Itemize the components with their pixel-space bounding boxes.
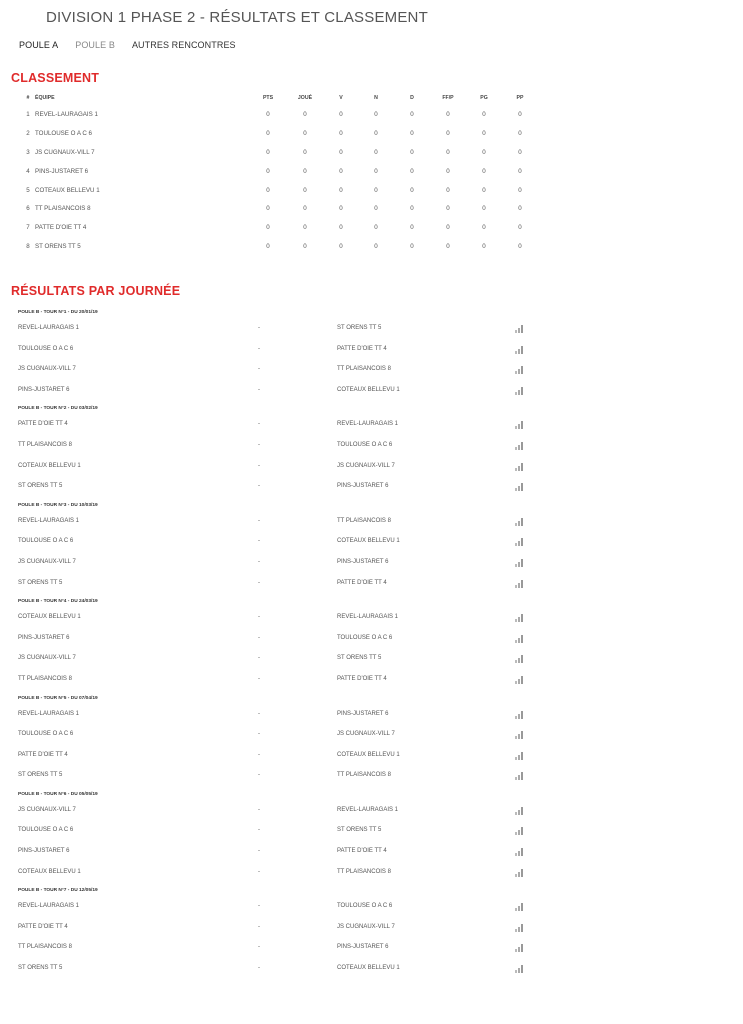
match-row	[0, 382, 743, 403]
home-team-link[interactable]: TT PLAISANCOIS 8	[18, 944, 72, 951]
match-row	[0, 478, 743, 499]
stat-value: 0	[482, 205, 486, 213]
away-team-link[interactable]: COTEAUX BELLEVU 1	[337, 965, 400, 972]
rank-number: 1	[26, 111, 30, 118]
home-team-link[interactable]: TT PLAISANCOIS 8	[18, 441, 72, 448]
home-team-link[interactable]: PINS-JUSTARET 6	[18, 386, 70, 393]
resultats-title: RÉSULTATS PAR JOURNÉE	[11, 284, 181, 298]
match-score: -	[258, 848, 260, 855]
match-score: -	[258, 923, 260, 930]
ranking-table	[0, 94, 743, 259]
bar-chart-icon[interactable]	[515, 771, 524, 780]
round-header-text: POULE B - TOUR N°7 - DU 12/05/19	[18, 888, 98, 894]
header-stat: PP	[516, 95, 524, 101]
home-team-link[interactable]: PATTE D'OIE TT 4	[18, 751, 68, 758]
header-rank: #	[26, 95, 30, 101]
match-score: -	[258, 386, 260, 393]
away-team-link[interactable]: TT PLAISANCOIS 8	[337, 772, 391, 779]
rank-number: 4	[26, 167, 30, 175]
ranking-row	[0, 146, 743, 165]
match-row	[0, 939, 743, 960]
away-team-link[interactable]: TOULOUSE O A C 6	[337, 634, 393, 641]
round-header-text: POULE B - TOUR N°3 - DU 10/03/19	[18, 502, 98, 508]
bar-chart-icon[interactable]	[515, 441, 524, 450]
stat-value: 0	[374, 186, 378, 194]
header-stat: JOUÉ	[297, 95, 313, 101]
bar-chart-icon[interactable]	[515, 324, 524, 333]
bar-chart-icon[interactable]	[515, 420, 524, 429]
stat-value: 0	[518, 224, 522, 232]
team-link[interactable]: ST ORENS TT 5	[35, 243, 81, 251]
stat-value: 0	[266, 167, 270, 175]
rank-number: 8	[26, 243, 30, 251]
home-team-link[interactable]: REVEL-LAURAGAIS 1	[18, 517, 80, 524]
ranking-row	[0, 108, 743, 127]
away-team-link[interactable]: ST ORENS TT 5	[337, 655, 382, 662]
bar-chart-icon[interactable]	[515, 537, 524, 546]
stat-value: 0	[266, 111, 270, 118]
ranking-row	[0, 221, 743, 240]
match-score: -	[258, 944, 260, 951]
stat-value: 0	[303, 186, 307, 194]
stat-value: 0	[518, 186, 522, 194]
round-header-text: POULE B - TOUR N°4 - DU 24/03/19	[18, 599, 98, 605]
bar-chart-icon[interactable]	[515, 654, 524, 663]
match-row	[0, 767, 743, 788]
stat-value: 0	[374, 243, 378, 251]
stat-value: 0	[374, 129, 378, 137]
home-team-link[interactable]: COTEAUX BELLEVU 1	[18, 868, 81, 875]
away-team-link[interactable]: REVEL-LAURAGAIS 1	[337, 421, 399, 428]
stat-value: 0	[303, 167, 307, 175]
round-header-text: POULE B - TOUR N°2 - DU 03/02/19	[18, 406, 98, 412]
stat-value: 0	[374, 167, 378, 175]
match-row	[0, 822, 743, 843]
match-score: -	[258, 579, 260, 586]
stat-value: 0	[482, 243, 486, 251]
match-row	[0, 843, 743, 864]
match-score: -	[258, 675, 260, 682]
match-score: -	[258, 772, 260, 779]
bar-chart-icon[interactable]	[515, 826, 524, 835]
match-score: -	[258, 710, 260, 717]
team-link[interactable]: PATTE D'OIE TT 4	[35, 224, 87, 232]
stat-value: 0	[266, 186, 270, 194]
stat-value: 0	[410, 129, 414, 137]
stat-value: 0	[410, 111, 414, 118]
match-row	[0, 341, 743, 362]
stat-value: 0	[446, 148, 450, 156]
page-title: DIVISION 1 PHASE 2 - RÉSULTATS ET CLASSEMENT	[46, 9, 428, 26]
bar-chart-icon[interactable]	[515, 923, 524, 932]
header-stat: V	[339, 95, 343, 101]
stat-value: 0	[303, 148, 307, 156]
match-row	[0, 416, 743, 437]
stat-value: 0	[446, 186, 450, 194]
rank-number: 5	[26, 186, 30, 194]
stat-value: 0	[339, 111, 343, 118]
match-score: -	[258, 731, 260, 738]
stat-value: 0	[410, 186, 414, 194]
stat-value: 0	[518, 111, 522, 118]
away-team-link[interactable]: PINS-JUSTARET 6	[337, 710, 389, 717]
match-score: -	[258, 655, 260, 662]
match-row	[0, 747, 743, 768]
ranking-row	[0, 184, 743, 203]
bar-chart-icon[interactable]	[515, 517, 524, 526]
rank-number: 2	[26, 129, 30, 137]
home-team-link[interactable]: PINS-JUSTARET 6	[18, 848, 70, 855]
round-header-text: POULE B - TOUR N°6 - DU 05/05/19	[18, 791, 98, 797]
stat-value: 0	[446, 129, 450, 137]
team-link[interactable]: TT PLAISANCOIS 8	[35, 205, 91, 213]
match-score: -	[258, 634, 260, 641]
bar-chart-icon[interactable]	[515, 365, 524, 374]
away-team-link[interactable]: TT PLAISANCOIS 8	[337, 868, 391, 875]
round-header	[0, 499, 743, 513]
stat-value: 0	[482, 111, 486, 118]
stat-value: 0	[266, 129, 270, 137]
stat-value: 0	[446, 111, 450, 118]
stat-value: 0	[303, 224, 307, 232]
stat-value: 0	[482, 129, 486, 137]
away-team-link[interactable]: JS CUGNAUX-VILL 7	[337, 462, 395, 469]
match-score: -	[258, 558, 260, 565]
team-link[interactable]: COTEAUX BELLEVU 1	[35, 186, 100, 194]
match-row	[0, 650, 743, 671]
round-header-text: POULE B - TOUR N°5 - DU 07/04/19	[18, 695, 98, 701]
away-team-link[interactable]: TT PLAISANCOIS 8	[337, 517, 391, 524]
home-team-link[interactable]: COTEAUX BELLEVU 1	[18, 462, 81, 469]
away-team-link[interactable]: PATTE D'OIE TT 4	[337, 675, 387, 682]
bar-chart-icon[interactable]	[515, 943, 524, 952]
stat-value: 0	[446, 205, 450, 213]
match-row	[0, 513, 743, 534]
home-team-link[interactable]: TOULOUSE O A C 6	[18, 538, 74, 545]
home-team-link[interactable]: JS CUGNAUX-VILL 7	[18, 558, 76, 565]
home-team-link[interactable]: JS CUGNAUX-VILL 7	[18, 806, 76, 813]
stat-value: 0	[410, 148, 414, 156]
match-row	[0, 533, 743, 554]
home-team-link[interactable]: COTEAUX BELLEVU 1	[18, 614, 81, 621]
away-team-link[interactable]: COTEAUX BELLEVU 1	[337, 386, 400, 393]
away-team-link[interactable]: JS CUGNAUX-VILL 7	[337, 923, 395, 930]
round-header	[0, 595, 743, 609]
home-team-link[interactable]: TOULOUSE O A C 6	[18, 345, 74, 352]
match-row	[0, 726, 743, 747]
ranking-row	[0, 165, 743, 184]
stat-value: 0	[482, 167, 486, 175]
stat-value: 0	[266, 148, 270, 156]
stat-value: 0	[446, 243, 450, 251]
away-team-link[interactable]: PATTE D'OIE TT 4	[337, 579, 387, 586]
header-team: ÉQUIPE	[35, 95, 55, 101]
match-score: -	[258, 538, 260, 545]
match-row	[0, 864, 743, 885]
bar-chart-icon[interactable]	[515, 558, 524, 567]
stat-value: 0	[410, 243, 414, 251]
ranking-row	[0, 127, 743, 146]
away-team-link[interactable]: PATTE D'OIE TT 4	[337, 848, 387, 855]
away-team-link[interactable]: REVEL-LAURAGAIS 1	[337, 806, 399, 813]
tab-autres-rencontres[interactable]: AUTRES RENCONTRES	[131, 40, 236, 50]
match-score: -	[258, 965, 260, 972]
match-row	[0, 437, 743, 458]
away-team-link[interactable]: ST ORENS TT 5	[337, 827, 382, 834]
match-row	[0, 960, 743, 981]
home-team-link[interactable]: ST ORENS TT 5	[18, 483, 63, 490]
home-team-link[interactable]: REVEL-LAURAGAIS 1	[18, 325, 80, 331]
match-row	[0, 706, 743, 727]
stat-value: 0	[266, 205, 270, 213]
stat-value: 0	[374, 224, 378, 232]
stat-value: 0	[518, 205, 522, 213]
match-score: -	[258, 325, 260, 331]
team-link[interactable]: TOULOUSE O A C 6	[35, 129, 92, 137]
match-score: -	[258, 868, 260, 875]
match-row	[0, 671, 743, 692]
bar-chart-icon[interactable]	[515, 964, 524, 973]
stat-value: 0	[374, 148, 378, 156]
match-row	[0, 554, 743, 575]
stat-value: 0	[303, 205, 307, 213]
home-team-link[interactable]: ST ORENS TT 5	[18, 965, 63, 972]
stat-value: 0	[339, 167, 343, 175]
away-team-link[interactable]: PINS-JUSTARET 6	[337, 558, 389, 565]
stat-value: 0	[339, 224, 343, 232]
stat-value: 0	[410, 167, 414, 175]
match-score: -	[258, 806, 260, 813]
match-score: -	[258, 441, 260, 448]
home-team-link[interactable]: REVEL-LAURAGAIS 1	[18, 710, 80, 717]
home-team-link[interactable]: REVEL-LAURAGAIS 1	[18, 903, 80, 910]
bar-chart-icon[interactable]	[515, 613, 524, 622]
match-row	[0, 361, 743, 382]
bar-chart-icon[interactable]	[515, 579, 524, 588]
home-team-link[interactable]: PATTE D'OIE TT 4	[18, 421, 68, 428]
header-stat: N	[374, 95, 378, 101]
bar-chart-icon[interactable]	[515, 386, 524, 395]
ranking-header-row	[0, 94, 743, 108]
home-team-link[interactable]: ST ORENS TT 5	[18, 772, 63, 779]
match-row	[0, 919, 743, 940]
away-team-link[interactable]: TOULOUSE O A C 6	[337, 903, 393, 910]
stat-value: 0	[339, 205, 343, 213]
tab-poule-a[interactable]: POULE A	[19, 40, 59, 50]
stat-value: 0	[374, 205, 378, 213]
away-team-link[interactable]: PATTE D'OIE TT 4	[337, 345, 387, 352]
stat-value: 0	[410, 205, 414, 213]
bar-chart-icon[interactable]	[515, 710, 524, 719]
rank-number: 7	[26, 224, 30, 232]
stat-value: 0	[339, 186, 343, 194]
away-team-link[interactable]: COTEAUX BELLEVU 1	[337, 538, 400, 545]
stat-value: 0	[339, 243, 343, 251]
bar-chart-icon[interactable]	[515, 751, 524, 760]
round-header	[0, 884, 743, 898]
home-team-link[interactable]: ST ORENS TT 5	[18, 579, 63, 586]
match-score: -	[258, 345, 260, 352]
match-row	[0, 630, 743, 651]
match-score: -	[258, 614, 260, 621]
bar-chart-icon[interactable]	[515, 902, 524, 911]
round-header	[0, 402, 743, 416]
match-score: -	[258, 483, 260, 490]
match-score: -	[258, 903, 260, 910]
match-row	[0, 575, 743, 596]
away-team-link[interactable]: COTEAUX BELLEVU 1	[337, 751, 400, 758]
stat-value: 0	[303, 111, 307, 118]
match-row	[0, 609, 743, 630]
match-score: -	[258, 517, 260, 524]
rank-number: 3	[26, 148, 30, 156]
stat-value: 0	[410, 224, 414, 232]
stat-value: 0	[446, 224, 450, 232]
team-link[interactable]: PINS-JUSTARET 6	[35, 167, 89, 175]
stat-value: 0	[446, 167, 450, 175]
header-stat: FF/P	[442, 95, 454, 101]
stat-value: 0	[303, 129, 307, 137]
ranking-row	[0, 240, 743, 259]
match-score: -	[258, 751, 260, 758]
stat-value: 0	[482, 148, 486, 156]
bar-chart-icon[interactable]	[515, 462, 524, 471]
tab-poule-b[interactable]: POULE B	[75, 40, 115, 50]
away-team-link[interactable]: ST ORENS TT 5	[337, 325, 382, 331]
stat-value: 0	[518, 129, 522, 137]
match-score: -	[258, 366, 260, 373]
away-team-link[interactable]: TOULOUSE O A C 6	[337, 441, 393, 448]
match-row	[0, 458, 743, 479]
bar-chart-icon[interactable]	[515, 730, 524, 739]
match-score: -	[258, 421, 260, 428]
match-score: -	[258, 827, 260, 834]
bar-chart-icon[interactable]	[515, 847, 524, 856]
match-row	[0, 802, 743, 823]
away-team-link[interactable]: JS CUGNAUX-VILL 7	[337, 731, 395, 738]
round-header	[0, 788, 743, 802]
home-team-link[interactable]: TOULOUSE O A C 6	[18, 827, 74, 834]
match-score: -	[258, 462, 260, 469]
stat-value: 0	[339, 129, 343, 137]
away-team-link[interactable]: PINS-JUSTARET 6	[337, 483, 389, 490]
stat-value: 0	[266, 243, 270, 251]
stat-value: 0	[266, 224, 270, 232]
header-stat: D	[410, 95, 414, 101]
team-link[interactable]: REVEL-LAURAGAIS 1	[35, 111, 98, 118]
stat-value: 0	[374, 111, 378, 118]
away-team-link[interactable]: PINS-JUSTARET 6	[337, 944, 389, 951]
home-team-link[interactable]: PINS-JUSTARET 6	[18, 634, 70, 641]
stat-value: 0	[482, 186, 486, 194]
bar-chart-icon[interactable]	[515, 675, 524, 684]
rank-number: 6	[26, 205, 30, 213]
team-link[interactable]: JS CUGNAUX-VILL 7	[35, 148, 95, 156]
bar-chart-icon[interactable]	[515, 482, 524, 491]
tab-bar	[19, 40, 253, 50]
home-team-link[interactable]: JS CUGNAUX-VILL 7	[18, 366, 76, 373]
results-list	[0, 306, 743, 981]
round-header	[0, 306, 743, 320]
stat-value: 0	[518, 243, 522, 251]
round-header-text: POULE B - TOUR N°1 - DU 20/01/19	[18, 310, 98, 315]
bar-chart-icon[interactable]	[515, 634, 524, 643]
home-team-link[interactable]: JS CUGNAUX-VILL 7	[18, 655, 76, 662]
match-row	[0, 898, 743, 919]
ranking-row	[0, 202, 743, 221]
bar-chart-icon[interactable]	[515, 806, 524, 815]
header-stat: PTS	[262, 95, 274, 101]
home-team-link[interactable]: TOULOUSE O A C 6	[18, 731, 74, 738]
stat-value: 0	[303, 243, 307, 251]
stat-value: 0	[518, 167, 522, 175]
away-team-link[interactable]: TT PLAISANCOIS 8	[337, 366, 391, 373]
home-team-link[interactable]: TT PLAISANCOIS 8	[18, 675, 72, 682]
stat-value: 0	[339, 148, 343, 156]
home-team-link[interactable]: PATTE D'OIE TT 4	[18, 923, 68, 930]
round-header	[0, 692, 743, 706]
header-stat: PG	[480, 95, 488, 101]
match-row	[0, 320, 743, 341]
bar-chart-icon[interactable]	[515, 345, 524, 354]
stat-value: 0	[518, 148, 522, 156]
bar-chart-icon[interactable]	[515, 868, 524, 877]
classement-title: CLASSEMENT	[11, 71, 100, 85]
stat-value: 0	[482, 224, 486, 232]
away-team-link[interactable]: REVEL-LAURAGAIS 1	[337, 614, 399, 621]
